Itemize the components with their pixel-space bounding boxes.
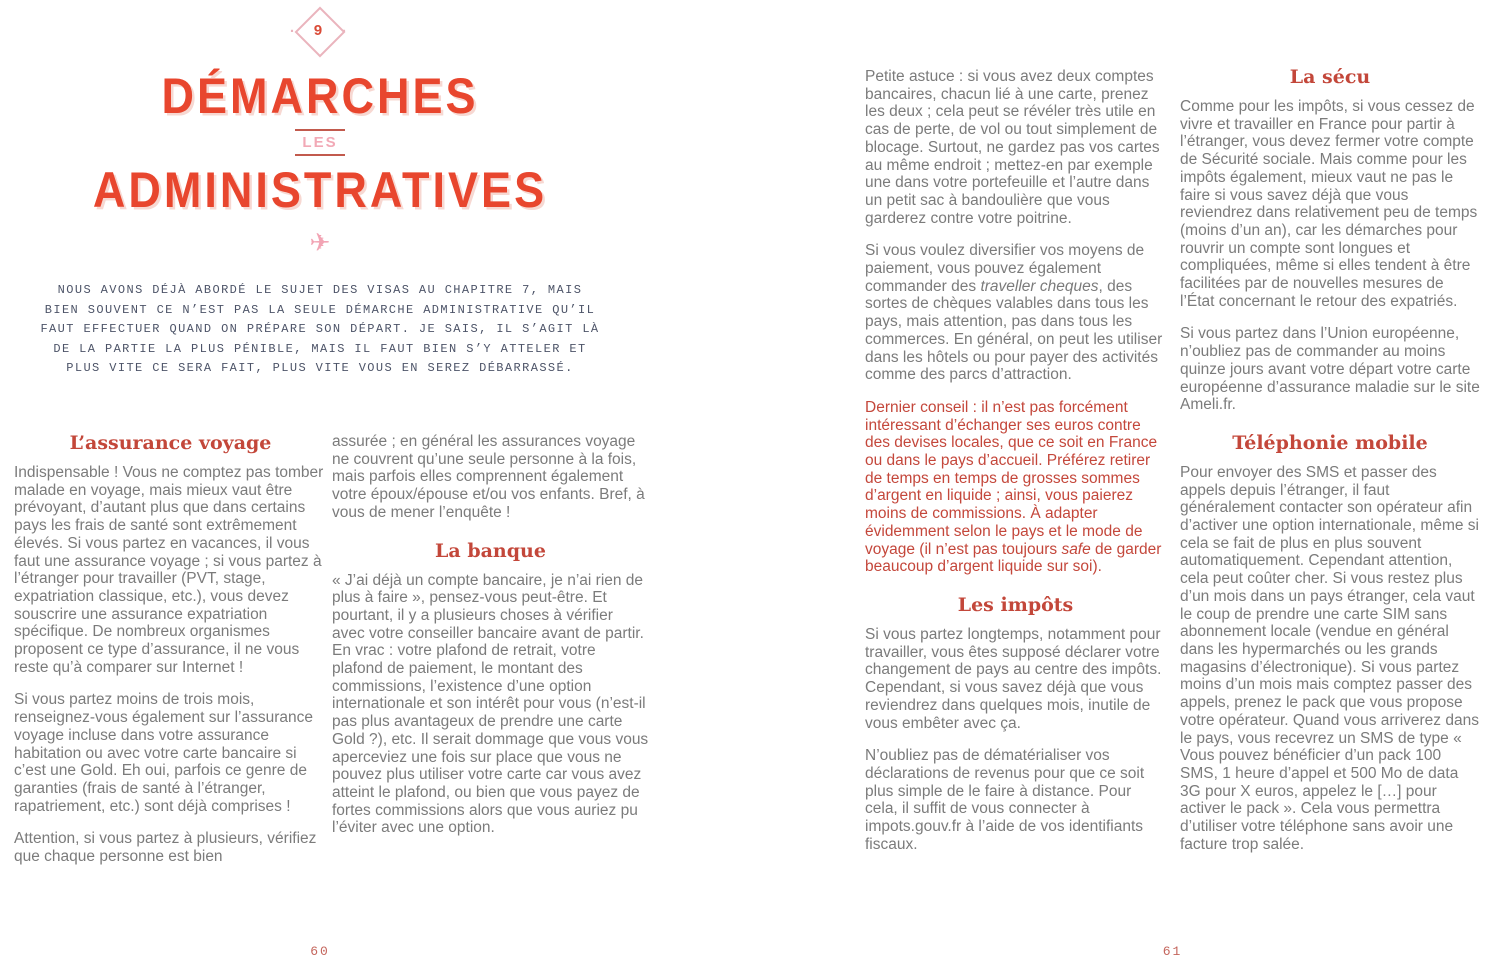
chapter-intro: NOUS AVONS DÉJÀ ABORDÉ LE SUJET DES VISAS AU CHAPITRE 7, MAIS BIEN SOUVENT CE N’EST PAS LA SEULE DÉMARCHE ADMINISTRATIVE QU’IL FAUT EFFECTUER QUAND ON PRÉPARE SON DÉPART. JE SAIS, IL S’AGIT LÀ DE LA PARTIE LA PLUS PÉNIBLE, MAIS IL FAUT BIEN S’Y ATTELER ET PLUS VITE CE SERA FAIT, PLUS VITE VOUS EN SEREZ DÉBARRASSÉ.	[40, 283, 600, 376]
paragraph-assurance-1: Indispensable ! Vous ne comptez pas tomber malade en voyage, mais mieux vaut être prévoyant, d’autant plus que dans certains pays les frais de santé sont extrêmement élevés. Si vous partez en vacances, il vous faut une assurance voyage ; si vous partez à l’étranger pour travailler (PVT, stage, expatriation classique, etc.), vous devez souscrire une assurance expatriation spécifique. De nombreux organismes proposent ce type d’assurance, il ne vous reste qu’à comparer sur Internet !	[14, 464, 324, 676]
page-number-right: 61	[1162, 944, 1183, 959]
paragraph-impots-2: N’oubliez pas de dématérialiser vos déclarations de revenus pour que ce soit plus simple de le faire à distance. Pour cela, il suffit de vous connecter à impots.gouv.fr à l’aide de vos identifiants fiscaux.	[865, 747, 1145, 853]
section-heading-telephonie-mobile: Téléphonie mobile	[1232, 431, 1428, 454]
plane-icon: ✈	[309, 228, 331, 257]
section-heading-assurance-voyage: L’assurance voyage	[69, 432, 272, 454]
paragraph-banque-conseil-rouge: Dernier conseil : il n’est pas forcément intéressant d’échanger ses euros contre des devises locales, que ce soit en France ou dans le pays d’accueil. Préférez retirer de temps en temps de grosses sommes d’argent en liquide ; ainsi, vous paierez moins de commissions. À adapter évidemment selon le pays et le mode de voyage (il n’est pas toujours safe de garder beaucoup d’argent liquide sur soi).	[865, 398, 1162, 576]
badge-dot-left: ·	[287, 23, 301, 40]
chapter-number: 9	[313, 23, 327, 40]
paragraph-assurance-2: Si vous partez moins de trois mois, renseignez-vous également sur l’assurance voyage incluse dans votre assurance habitation ou avec votre carte bancaire si c’est une Gold. Eh oui, parfois ce genre de garanties (frais de santé à l’étranger, rapatriement, etc.) sont déjà comprises !	[14, 691, 313, 815]
right-page-column-2	[1180, 66, 1480, 853]
page-number-left: 60	[310, 944, 330, 959]
left-page-column-2	[332, 433, 649, 837]
section-heading-impots: Les impôts	[957, 593, 1074, 616]
paragraph-impots-1: Si vous partez longtemps, notamment pour travailler, vous êtes supposé déclarer votre changement de pays au centre des impôts. Cependant, si vous savez déjà que vous reviendrez dans quelques mois, inutile de vous embêter avec ça.	[865, 625, 1162, 732]
paragraph-banque-1: « J’ai déjà un compte bancaire, je n’ai rien de plus à faire », pensez-vous peut-être. Et pourtant, il y a plusieurs choses à vérifier avec votre conseiller bancaire avant de partir. En vrac : votre plafond de retrait, votre plafond de paiement, le montant des commissions, l’existence d’une option internationale et son intérêt pour vous (n’est-il pas plus avantageux de prendre une carte Gold ?), etc. Il serait dommage que vous vous aperceviez une fois sur place que vous ne pouvez plus utiliser votre carte car vous avez atteint le plafond, ou bien que vous payez de fortes commissions alors que vous auriez pu l’éviter avec une option.	[332, 571, 649, 837]
section-heading-secu: La sécu	[1289, 66, 1371, 88]
paragraph-assurance-4: assurée ; en général les assurances voyage ne couvrent qu’une seule personne à la fois, mais parfois elles comprennent également votre époux/épouse et/ou vos enfants. Bref, à vous de mener l’enquête !	[332, 433, 645, 521]
badge-dot-right: ·	[339, 23, 353, 40]
chapter-title-line1: DÉMARCHES	[161, 66, 479, 124]
paragraph-banque-3: Si vous voulez diversifier vos moyens de paiement, vous pouvez également commander des traveller cheques, des sortes de chèques valables dans tous les pays, mais attention, pas dans tous les commerces. En général, on peut les utiliser dans les hôtels ou pour payer des activités comme des parcs d’attraction.	[865, 242, 1163, 384]
chapter-badge-text	[0, 23, 640, 40]
paragraph-banque-2: Petite astuce : si vous avez deux comptes bancaires, chacun lié à une carte, prenez les deux ; cela peut se révéler très utile en cas de perte, de vol ou tout simplement de blocage. Surtout, ne gardez pas vos cartes au même endroit ; mettez-en par exemple une dans votre portefeuille et l’autre dans un petit sac à bandoulière que vous garderez contre votre poitrine.	[865, 68, 1160, 227]
page-right	[750, 0, 1500, 964]
chapter-title-line2: ADMINISTRATIVES	[92, 160, 548, 218]
chapter-title-les: LES	[295, 129, 344, 156]
chapter-title-les-row	[0, 129, 640, 156]
chapter-header	[0, 6, 640, 379]
chapter-badge	[0, 6, 640, 62]
paragraph-secu-2: Si vous partez dans l’Union européenne, n’oubliez pas de commander au moins quinze jours avant votre départ votre carte européenne d’assurance maladie sur le site Ameli.fr.	[1180, 325, 1480, 414]
right-page-column-1	[865, 68, 1166, 853]
paragraph-telephonie-1: Pour envoyer des SMS et passer des appels depuis l’étranger, il faut généralement contacter son opérateur afin d’activer une option internationale, même si cela se fait de plus en plus souvent automatiquement. Cependant attention, cela peut coûter cher. Si vous restez plus d’un mois dans un pays étranger, cela vaut le coup de prendre une carte SIM sans abonnement locale (vendue en général dans les hypermarchés ou les grands magasins d’électronique). Si vous partez moins d’un mois mais comptez passer des appels, prenez le pack que vous propose votre opérateur. Quand vous arriverez dans le pays, vous recevrez un SMS de type « Vous pouvez bénéficier d’un pack 100 SMS, 1 heure d’appel et 500 Mo de data 3G pour X euros, appelez le […] pour activer le pack ». Cela vous permettra d’utiliser votre téléphone sans avoir une facture trop salée.	[1180, 463, 1479, 853]
paragraph-assurance-3: Attention, si vous partez à plusieurs, vérifiez que chaque personne est bien	[14, 830, 317, 866]
section-heading-banque: La banque	[435, 539, 546, 562]
paragraph-secu-1: Comme pour les impôts, si vous cessez de vivre et travailler en France pour partir à l’étranger, vous devez fermer votre compte de Sécurité sociale. Mais comme pour les impôts également, mieux vaut ne pas le faire si vous savez déjà que vous reviendrez dans relativement peu de temps (moins d’un an), car les démarches pour rouvrir un compte sont longues et compliquées, même si elles tendent à être facilitées par de nouvelles mesures de l’État concernant le retour des expatriés.	[1180, 98, 1478, 310]
left-page-column-1	[14, 432, 327, 866]
